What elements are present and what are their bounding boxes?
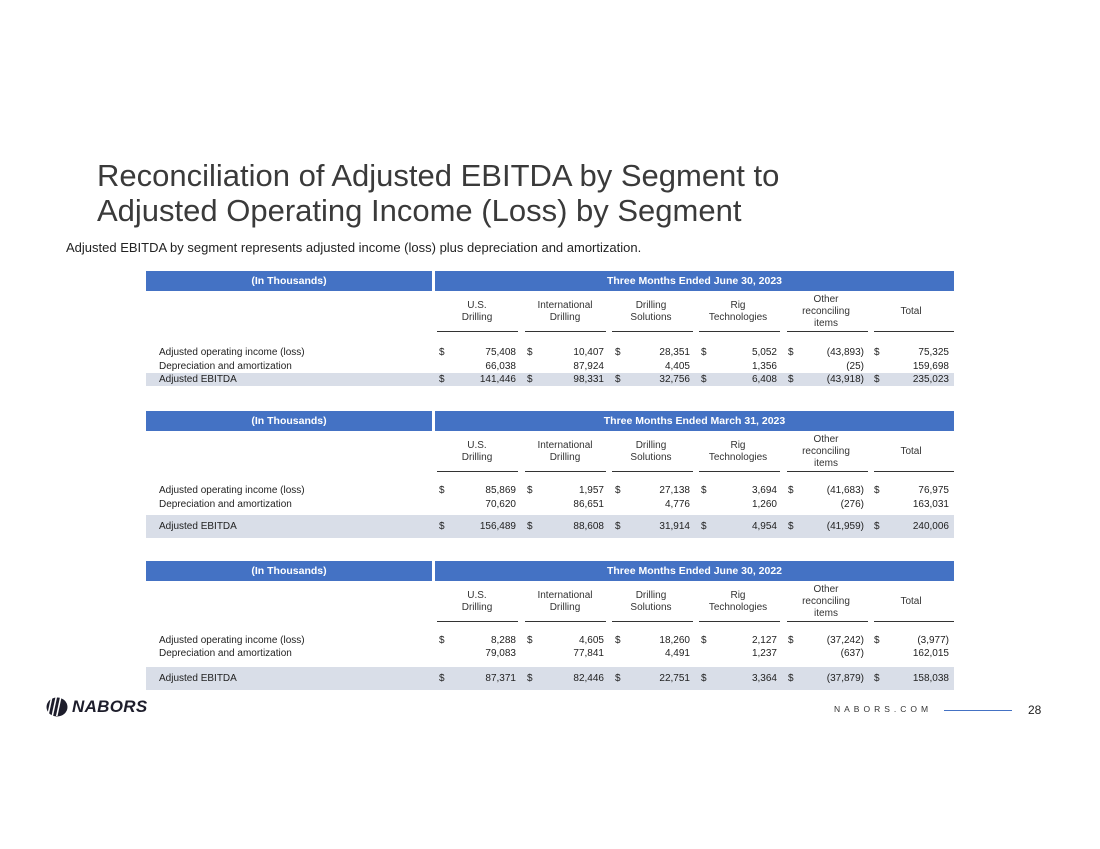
column-underline [525, 621, 606, 622]
page-title-line-1: Reconciliation of Adjusted EBITDA by Segment to [97, 158, 780, 193]
column-underline [525, 471, 606, 472]
cell-value: 28,351 [659, 347, 690, 358]
column-header-line: International [537, 439, 593, 451]
row-label: Depreciation and amortization [159, 361, 292, 372]
cell-value: 31,914 [659, 521, 690, 532]
column-header [438, 582, 516, 621]
column-underline [437, 621, 518, 622]
column-header [872, 432, 950, 471]
column-underline [612, 621, 693, 622]
nabors-logo [46, 697, 147, 717]
column-header-line: Solutions [630, 451, 672, 463]
column-header-line: Technologies [708, 601, 768, 613]
row-label: Adjusted EBITDA [159, 521, 237, 532]
cell-value: (37,879) [826, 673, 864, 684]
table-row [146, 667, 954, 690]
cell-value: 88,608 [573, 521, 604, 532]
cell-value: (37,242) [826, 635, 864, 646]
dollar-sign: $ [788, 673, 794, 684]
column-underline [612, 331, 693, 332]
dollar-sign: $ [788, 485, 794, 496]
column-underline [699, 621, 780, 622]
column-header-line: Other [813, 583, 839, 595]
column-header-line: Drilling [461, 601, 493, 613]
table-row [146, 346, 954, 359]
table-header-period: Three Months Ended June 30, 2023 [435, 271, 954, 291]
column-header-line: Drilling [635, 299, 667, 311]
cell-value: 79,083 [485, 648, 516, 659]
column-header-line: items [814, 607, 838, 619]
dollar-sign: $ [874, 521, 880, 532]
column-header-line: U.S. [467, 299, 487, 311]
cell-value: (43,893) [826, 347, 864, 358]
table-header-period: Three Months Ended March 31, 2023 [435, 411, 954, 431]
cell-value: 1,957 [578, 485, 604, 496]
cell-value: 86,651 [573, 499, 604, 510]
column-underline [874, 331, 954, 332]
table-header-period: Three Months Ended June 30, 2022 [435, 561, 954, 581]
column-header [787, 432, 865, 471]
cell-value: (43,918) [826, 374, 864, 385]
nabors-mark-icon [46, 697, 68, 717]
cell-value: 76,975 [918, 485, 949, 496]
cell-value: 3,364 [751, 673, 777, 684]
dollar-sign: $ [874, 374, 880, 385]
column-header-line: items [814, 317, 838, 329]
dollar-sign: $ [788, 374, 794, 385]
column-header [787, 292, 865, 331]
dollar-sign: $ [439, 485, 445, 496]
column-underline [612, 471, 693, 472]
dollar-sign: $ [701, 673, 707, 684]
dollar-sign: $ [615, 374, 621, 385]
cell-value: (637) [840, 648, 864, 659]
column-underline [874, 621, 954, 622]
dollar-sign: $ [788, 635, 794, 646]
column-header-line: U.S. [467, 589, 487, 601]
column-header-line: Drilling [635, 589, 667, 601]
row-label: Depreciation and amortization [159, 499, 292, 510]
cell-value: 22,751 [659, 673, 690, 684]
dollar-sign: $ [615, 635, 621, 646]
row-label: Adjusted operating income (loss) [159, 635, 305, 646]
cell-value: (3,977) [917, 635, 949, 646]
table-row [146, 647, 954, 660]
cell-value: 235,023 [912, 374, 949, 385]
column-header [526, 432, 604, 471]
website-text: NABORS.COM [834, 704, 933, 714]
dollar-sign: $ [615, 521, 621, 532]
cell-value: 77,841 [573, 648, 604, 659]
table-row [146, 373, 954, 386]
logo-wordmark: NABORS [72, 697, 148, 716]
column-header-line: Technologies [708, 451, 768, 463]
column-header [438, 292, 516, 331]
cell-value: 75,408 [485, 347, 516, 358]
cell-value: 2,127 [751, 635, 777, 646]
cell-value: 8,288 [490, 635, 516, 646]
dollar-sign: $ [527, 347, 533, 358]
dollar-sign: $ [615, 485, 621, 496]
column-header-line: Total [900, 445, 922, 457]
dollar-sign: $ [874, 485, 880, 496]
cell-value: 6,408 [751, 374, 777, 385]
cell-value: (276) [840, 499, 864, 510]
column-header [699, 582, 777, 621]
column-header [872, 292, 950, 331]
cell-value: 85,869 [485, 485, 516, 496]
column-header-line: U.S. [467, 439, 487, 451]
column-header-line: Rig [730, 299, 746, 311]
column-underline [787, 471, 868, 472]
segment-table [146, 411, 954, 551]
cell-value: 4,491 [664, 648, 690, 659]
table-header-units: (In Thousands) [146, 561, 432, 581]
column-header [526, 292, 604, 331]
cell-value: 87,924 [573, 361, 604, 372]
cell-value: 27,138 [659, 485, 690, 496]
cell-value: 1,356 [751, 361, 777, 372]
cell-value: 159,698 [912, 361, 949, 372]
column-header-line: reconciling [802, 305, 850, 317]
cell-value: 156,489 [479, 521, 516, 532]
dollar-sign: $ [439, 374, 445, 385]
dollar-sign: $ [701, 485, 707, 496]
column-underline [874, 471, 954, 472]
cell-value: 158,038 [912, 673, 949, 684]
dollar-sign: $ [439, 635, 445, 646]
dollar-sign: $ [701, 347, 707, 358]
cell-value: 70,620 [485, 499, 516, 510]
column-header-line: Drilling [461, 311, 493, 323]
column-underline [699, 471, 780, 472]
cell-value: 4,405 [664, 361, 690, 372]
table-header-units: (In Thousands) [146, 411, 432, 431]
row-label: Depreciation and amortization [159, 648, 292, 659]
column-header-line: Drilling [549, 451, 581, 463]
cell-value: 32,756 [659, 374, 690, 385]
column-header [612, 292, 690, 331]
cell-value: 4,605 [578, 635, 604, 646]
cell-value: 1,260 [751, 499, 777, 510]
column-header [612, 432, 690, 471]
column-header-line: Solutions [630, 311, 672, 323]
column-header [438, 432, 516, 471]
column-header-line: Rig [730, 589, 746, 601]
cell-value: 66,038 [485, 361, 516, 372]
page-number: 28 [1028, 703, 1042, 717]
cell-value: 10,407 [573, 347, 604, 358]
page-title [97, 158, 997, 228]
column-header-line: Drilling [461, 451, 493, 463]
column-header-line: Solutions [630, 601, 672, 613]
dollar-sign: $ [874, 347, 880, 358]
column-header-line: Other [813, 293, 839, 305]
dollar-sign: $ [527, 485, 533, 496]
column-header [526, 582, 604, 621]
dollar-sign: $ [527, 635, 533, 646]
cell-value: 240,006 [912, 521, 949, 532]
column-header [699, 292, 777, 331]
cell-value: 4,954 [751, 521, 777, 532]
table-row [146, 634, 954, 647]
cell-value: 4,776 [664, 499, 690, 510]
cell-value: 163,031 [912, 499, 949, 510]
cell-value: 98,331 [573, 374, 604, 385]
table-row [146, 498, 954, 511]
segment-table [146, 271, 954, 411]
table-row [146, 484, 954, 497]
cell-value: 162,015 [912, 648, 949, 659]
dollar-sign: $ [527, 374, 533, 385]
column-header-line: Total [900, 305, 922, 317]
dollar-sign: $ [527, 673, 533, 684]
dollar-sign: $ [439, 521, 445, 532]
cell-value: (25) [846, 361, 864, 372]
column-underline [787, 331, 868, 332]
cell-value: 5,052 [751, 347, 777, 358]
cell-value: 87,371 [485, 673, 516, 684]
dollar-sign: $ [527, 521, 533, 532]
dollar-sign: $ [788, 347, 794, 358]
dollar-sign: $ [439, 347, 445, 358]
cell-value: (41,683) [826, 485, 864, 496]
dollar-sign: $ [701, 374, 707, 385]
column-header-line: International [537, 299, 593, 311]
column-header-line: reconciling [802, 445, 850, 457]
footer-divider [944, 710, 1012, 711]
cell-value: 82,446 [573, 673, 604, 684]
cell-value: 3,694 [751, 485, 777, 496]
row-label: Adjusted EBITDA [159, 673, 237, 684]
table-row [146, 515, 954, 538]
cell-value: (41,959) [826, 521, 864, 532]
table-header-units: (In Thousands) [146, 271, 432, 291]
dollar-sign: $ [439, 673, 445, 684]
cell-value: 18,260 [659, 635, 690, 646]
row-label: Adjusted EBITDA [159, 374, 237, 385]
column-header-line: Technologies [708, 311, 768, 323]
page-subtitle: Adjusted EBITDA by segment represents adjusted income (loss) plus depreciation and amortization. [66, 240, 642, 255]
column-header-line: items [814, 457, 838, 469]
column-header [612, 582, 690, 621]
column-header-line: Other [813, 433, 839, 445]
dollar-sign: $ [615, 347, 621, 358]
column-underline [787, 621, 868, 622]
segment-table [146, 561, 954, 701]
column-header [872, 582, 950, 621]
dollar-sign: $ [701, 635, 707, 646]
column-underline [525, 331, 606, 332]
column-header [699, 432, 777, 471]
dollar-sign: $ [788, 521, 794, 532]
column-header-line: International [537, 589, 593, 601]
row-label: Adjusted operating income (loss) [159, 485, 305, 496]
column-underline [437, 471, 518, 472]
cell-value: 75,325 [918, 347, 949, 358]
dollar-sign: $ [701, 521, 707, 532]
column-header-line: Drilling [635, 439, 667, 451]
column-header-line: Rig [730, 439, 746, 451]
dollar-sign: $ [874, 635, 880, 646]
column-underline [699, 331, 780, 332]
column-header-line: Total [900, 595, 922, 607]
page-title-line-2: Adjusted Operating Income (Loss) by Segment [97, 193, 742, 228]
dollar-sign: $ [615, 673, 621, 684]
table-row [146, 360, 954, 373]
dollar-sign: $ [874, 673, 880, 684]
cell-value: 1,237 [751, 648, 777, 659]
cell-value: 141,446 [479, 374, 516, 385]
column-underline [437, 331, 518, 332]
column-header-line: Drilling [549, 311, 581, 323]
column-header-line: Drilling [549, 601, 581, 613]
column-header [787, 582, 865, 621]
row-label: Adjusted operating income (loss) [159, 347, 305, 358]
column-header-line: reconciling [802, 595, 850, 607]
